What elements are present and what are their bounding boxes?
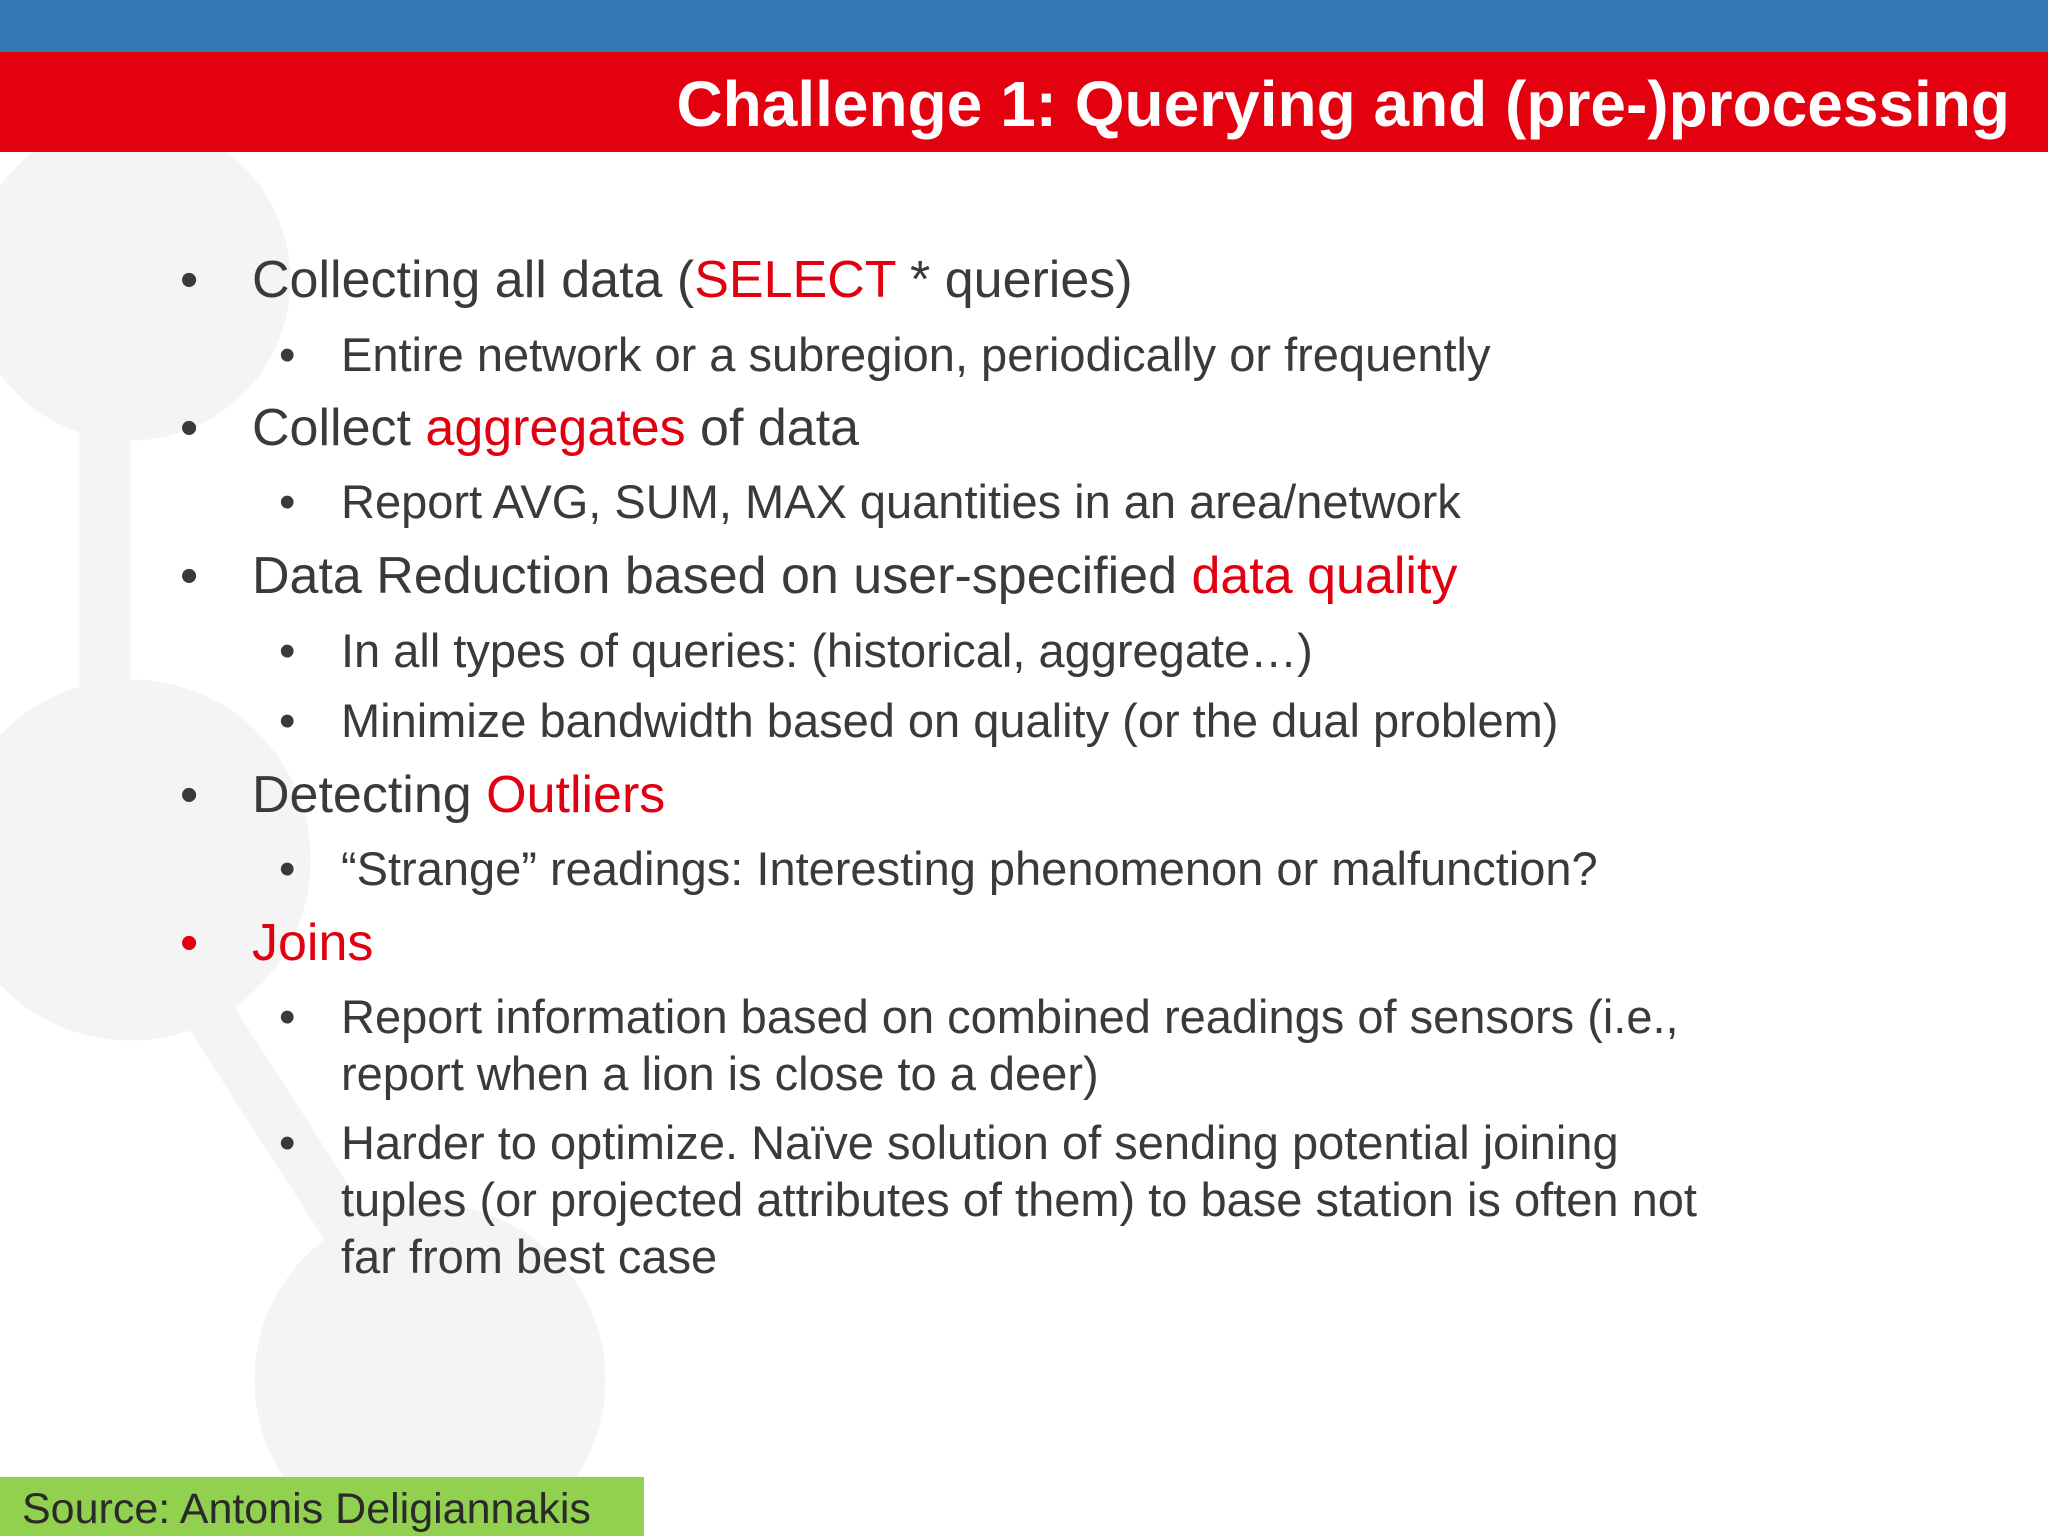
bullet-line: Harder to optimize. Naïve solution of sending potential joining [341,1116,1619,1169]
bullet-highlight: Outliers [486,766,666,824]
bullet-line: far from best case [341,1230,718,1283]
subbullet-minimize-bandwidth [279,692,1559,749]
bullet-text: “Strange” readings: Interesting phenomenon or malfunction? [341,842,1598,895]
source-box [0,1477,644,1536]
bullet-dot: • [180,251,199,309]
bullet-highlight: SELECT [694,251,896,309]
bullet-dot: • [279,1116,296,1169]
subbullet-harder-to-optimize [279,1114,1697,1285]
bullet-dot: • [279,624,296,677]
slide-title: Challenge 1: Querying and (pre-)processing [676,68,2010,140]
bullet-text: * queries) [895,251,1133,309]
bullet-dot: • [279,990,296,1043]
bullet-collect-aggregates [180,398,860,458]
bullet-dot: • [279,694,296,747]
source-credit: Source: Antonis Deligiannakis [22,1485,591,1533]
bullet-text: Minimize bandwidth based on quality (or the dual problem) [341,694,1559,747]
bullet-dot: • [180,399,199,457]
bullet-highlight: aggregates [425,399,686,457]
bullet-text: Collecting all data ( [252,251,695,309]
bullet-data-reduction [180,546,1458,606]
bullet-detecting-outliers [180,765,666,825]
bullet-text: Detecting [252,766,487,824]
bullet-text: In all types of queries: (historical, aggregate…) [341,624,1313,677]
bullet-text: of data [685,399,860,457]
bullet-text: Collect [252,399,426,457]
bullet-line: Report information based on combined readings of sensors (i.e., [341,990,1679,1043]
subbullet-strange-readings [279,840,1598,897]
bullet-dot: • [279,475,296,528]
bullet-dot: • [180,547,199,605]
bullet-highlight: data quality [1191,547,1458,605]
bullet-text: Data Reduction based on user-specified [252,547,1192,605]
bullet-dot: • [279,328,296,381]
subbullet-entire-network [279,326,1491,383]
subbullet-report-information [279,988,1679,1102]
bullet-text: Report AVG, SUM, MAX quantities in an area/network [341,475,1461,528]
bullet-line: report when a lion is close to a deer) [341,1047,1099,1100]
bullet-text: Entire network or a subregion, periodically or frequently [341,328,1491,381]
bullet-line: tuples (or projected attributes of them) to base station is often not [341,1173,1697,1226]
subbullet-all-types-of-queries [279,622,1313,679]
bullet-collecting-all-data [180,250,1133,310]
bullet-highlight: Joins [252,914,374,972]
bullet-dot: • [180,914,199,972]
bullet-joins [180,913,374,973]
bullet-dot: • [180,766,199,824]
bullet-dot: • [279,842,296,895]
subbullet-report-avg [279,473,1461,530]
